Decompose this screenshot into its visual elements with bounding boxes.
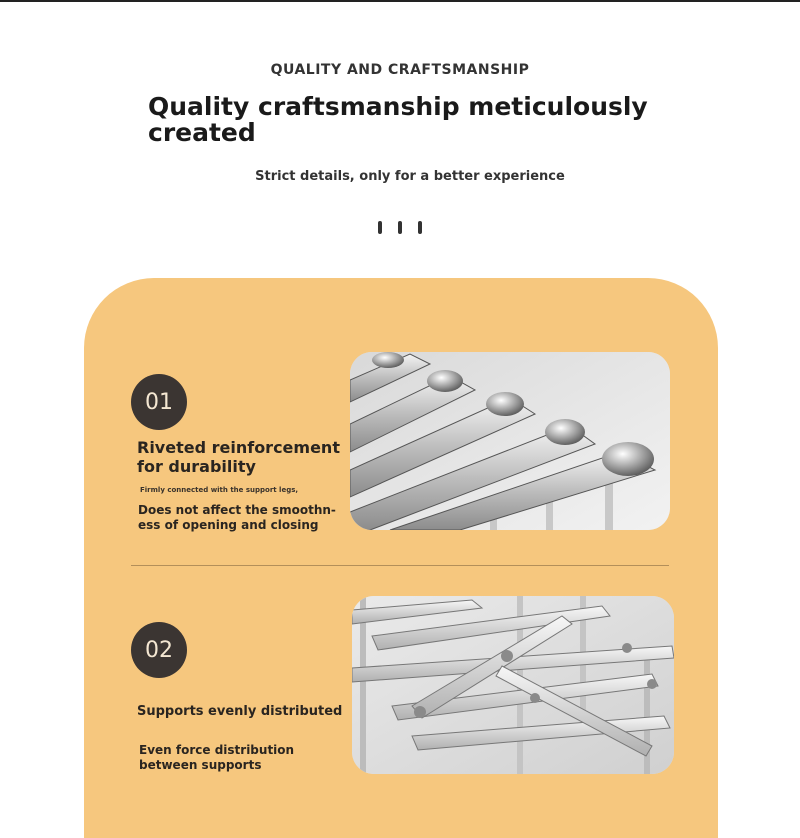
feature-note: Firmly connected with the support legs, [140, 486, 299, 494]
dot [418, 221, 422, 234]
riveted-rack-photo [350, 352, 670, 530]
page-headline: Quality craftsmanship meticulously created [148, 92, 648, 147]
feature-number-badge: 02 [131, 622, 187, 678]
dot [378, 221, 382, 234]
page-subtitle: Strict details, only for a better experience [255, 169, 565, 184]
top-border [0, 0, 800, 2]
feature-description: Does not affect the smoothn- ess of opening and closing [138, 503, 336, 532]
feature-title: Supports evenly distributed [137, 704, 343, 719]
feature-description: Even force distribution between supports [139, 743, 295, 772]
rack-closeup-illustration [350, 352, 670, 530]
feature-title: Riveted reinforcement for durability [137, 438, 340, 476]
rack-supports-illustration [352, 596, 674, 774]
feature-number-badge: 01 [131, 374, 187, 430]
section-divider [131, 565, 669, 566]
rack-supports-photo [352, 596, 674, 774]
dot [398, 221, 402, 234]
section-eyebrow: QUALITY AND CRAFTSMANSHIP [270, 62, 530, 78]
decorative-dots [376, 221, 424, 235]
